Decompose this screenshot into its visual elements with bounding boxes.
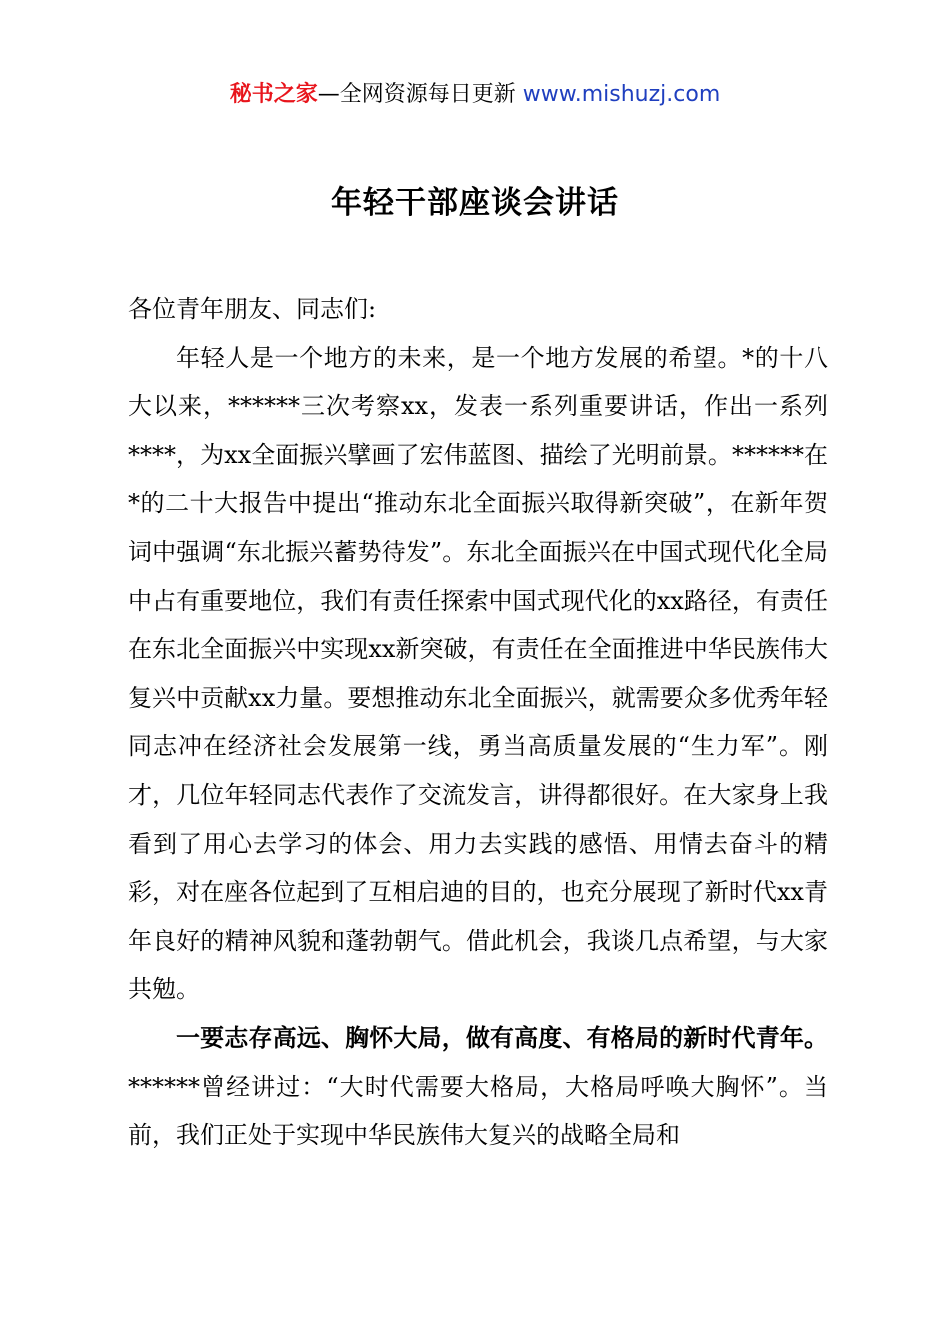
site-tagline: —全网资源每日更新: [317, 82, 523, 107]
site-brand: 秘书之家: [229, 82, 318, 107]
paragraph-point-one: [128, 1014, 828, 1160]
paragraph-point-one-body: ******曾经讲过：“大时代需要大格局，大格局呼唤大胸怀”。当前，我们正处于实现中华民族伟大复兴的战略全局和: [128, 1072, 828, 1150]
paragraph-point-one-heading: 一要志存高远、胸怀大局，做有高度、有格局的新时代青年。: [176, 1023, 828, 1052]
salutation: 各位青年朋友、同志们:: [128, 295, 377, 323]
site-url-link[interactable]: www.mishuzj.com: [522, 82, 721, 107]
paragraph-intro: 年轻人是一个地方的未来，是一个地方发展的希望。*的十八大以来，******三次考察xx，发表一系列重要讲话，作出一系列****，为xx全面振兴擘画了宏伟蓝图、描绘了光明前景。******在*的二十大报告中提出“推动东北全面振兴取得新突破”，在新年贺词中强调“东北振兴蓄势待发”。东北全面振兴在中国式现代化全局中占有重要地位，我们有责任探索中国式现代化的xx路径，有责任在东北全面振兴中实现xx新突破，有责任在全面推进中华民族伟大复兴中贡献xx力量。要想推动东北全面振兴，就需要众多优秀年轻同志冲在经济社会发展第一线，勇当高质量发展的“生力军”。刚才，几位年轻同志代表作了交流发言，讲得都很好。在大家身上我看到了用心去学习的体会、用力去实践的感悟、用情去奋斗的精彩，对在座各位起到了互相启迪的目的，也充分展现了新时代xx青年良好的精神风貌和蓬勃朝气。借此机会，我谈几点希望，与大家共勉。: [128, 343, 828, 1004]
document-title: 年轻干部座谈会讲话: [331, 185, 619, 221]
document-body: [128, 285, 828, 1160]
site-header: [0, 80, 950, 110]
